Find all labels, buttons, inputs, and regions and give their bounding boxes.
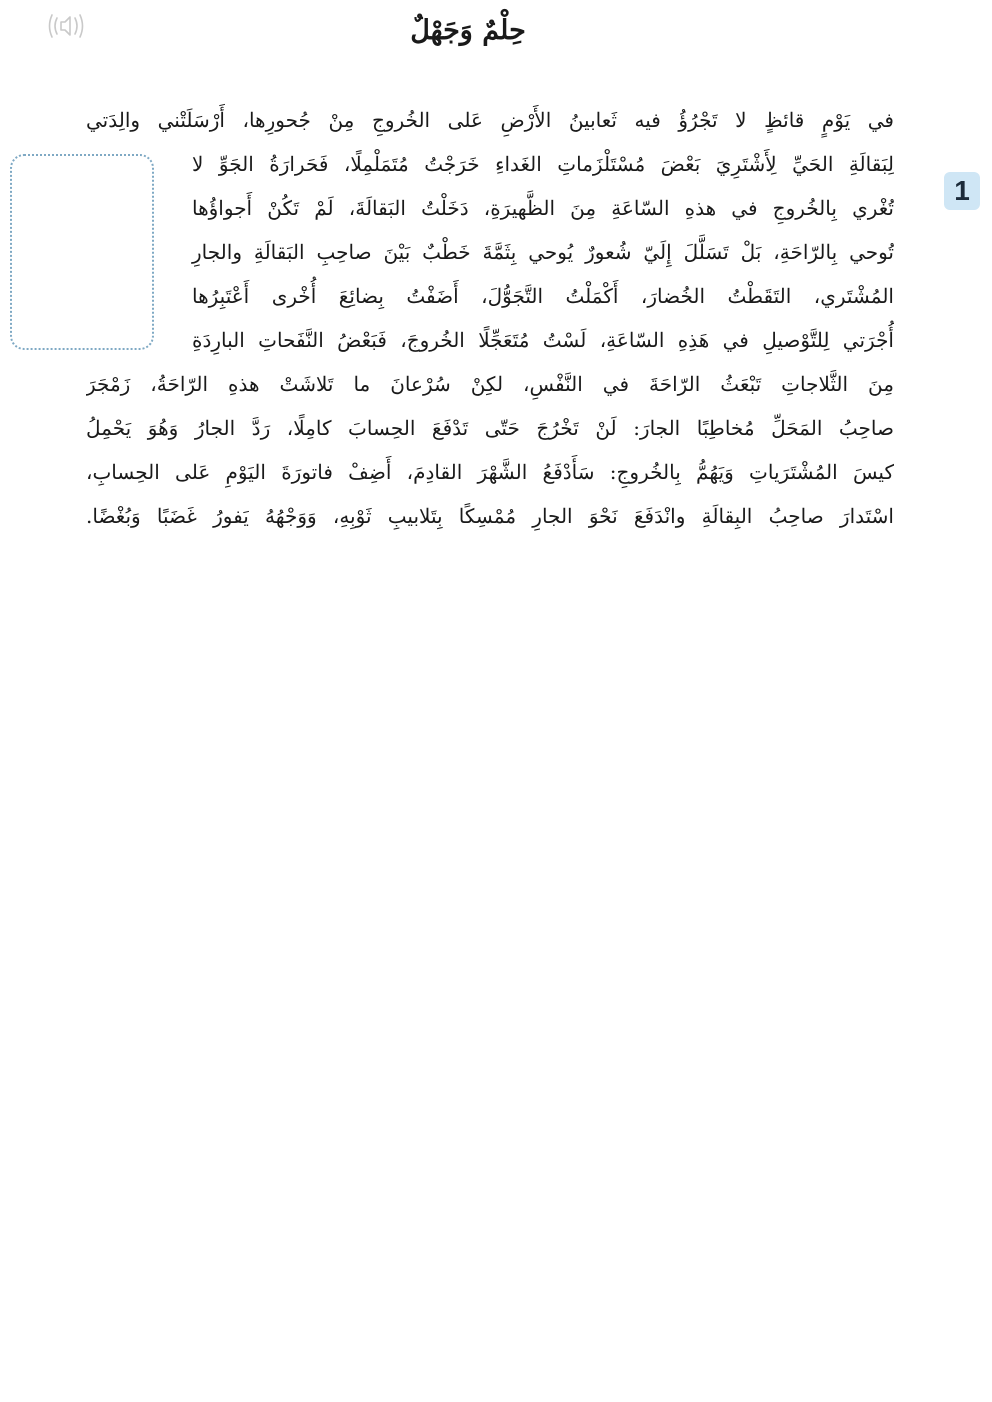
page-title: حِلْمٌ وَجَهْلٌ	[410, 15, 526, 46]
passage-line: اسْتَدارَ صاحِبُ البِقالَةِ وانْدَفَعَ نَحْوَ الجارِ مُمْسِكًا بِتَلابيبِ ثَوْبِهِ، وَوَجْهُهُ يَفورُ غَضَبًا وَبُغْضًا.	[86, 504, 894, 528]
passage-line: المُشْتَري، التَقَطْتُ الخُضارَ، أَكْمَلْتُ التَّجَوُّلَ، أَضَفْتُ بِضائِعَ أُخْرى أَعْتَبِرُها	[192, 284, 894, 308]
passage-line: تُغْري بِالخُروجِ في هذهِ السّاعَةِ مِنَ الظَّهيرَةِ، دَخَلْتُ البَقالَةَ، لَمْ تَكُنْ أَجواؤُها	[192, 196, 894, 220]
story-passage	[86, 96, 894, 546]
passage-line: تُوحي بِالرّاحَةِ، بَلْ تَسَلَّلَ إِلَيّ شُعورٌ يُوحي بِثَمَّةَ خَطْبٌ بَيْنَ صاحِبِ البَقالَةِ والجارِ	[192, 240, 894, 264]
passage-line: في يَوْمٍ قائظٍ لا تَجْرُؤُ فيه ثَعابينُ الأَرْضِ عَلى الخُروجِ مِنْ جُحورِها، أَرْسَلَتْني والِدَتي	[86, 108, 894, 132]
passage-line: كيسَ المُشْتَرَياتِ وَيَهُمُّ بِالخُروجِ: سَأَدْفَعُ الشَّهْرَ القادِمَ، أَضِفْ فاتورَةَ اليَوْمِ عَلى الحِسابِ،	[86, 460, 894, 484]
passage-line: أُجْرَتي لِلتَّوْصيلِ في هَذِهِ السّاعَةِ، لَسْتُ مُتَعَجِّلًا الخُروجَ، فَبَعْضُ النَّفَحاتِ البارِدَةِ	[192, 328, 894, 352]
passage-line: لِبَقالَةِ الحَيِّ لِأَشْتَرِيَ بَعْضَ مُسْتَلْزَماتِ الغَداءِ خَرَجْتُ مُتَمَلْمِلًا، فَحَرارَةُ الجَوِّ لا	[192, 152, 894, 176]
paragraph-number-badge: 1	[944, 172, 980, 210]
passage-line: مِنَ الثَّلاجاتِ تَبْعَثُ الرّاحَةَ في النَّفْسِ، لكِنْ سُرْعانَ ما تَلاشَتْ هذهِ الرّاحَةُ، زَمْجَرَ	[86, 372, 894, 396]
passage-line: صاحِبُ المَحَلِّ مُخاطِبًا الجارَ: لَنْ تَخْرُجَ حَتّى تَدْفَعَ الحِسابَ كامِلًا، رَدَّ الجارُ وَهُوَ يَحْمِلُ	[86, 416, 894, 440]
